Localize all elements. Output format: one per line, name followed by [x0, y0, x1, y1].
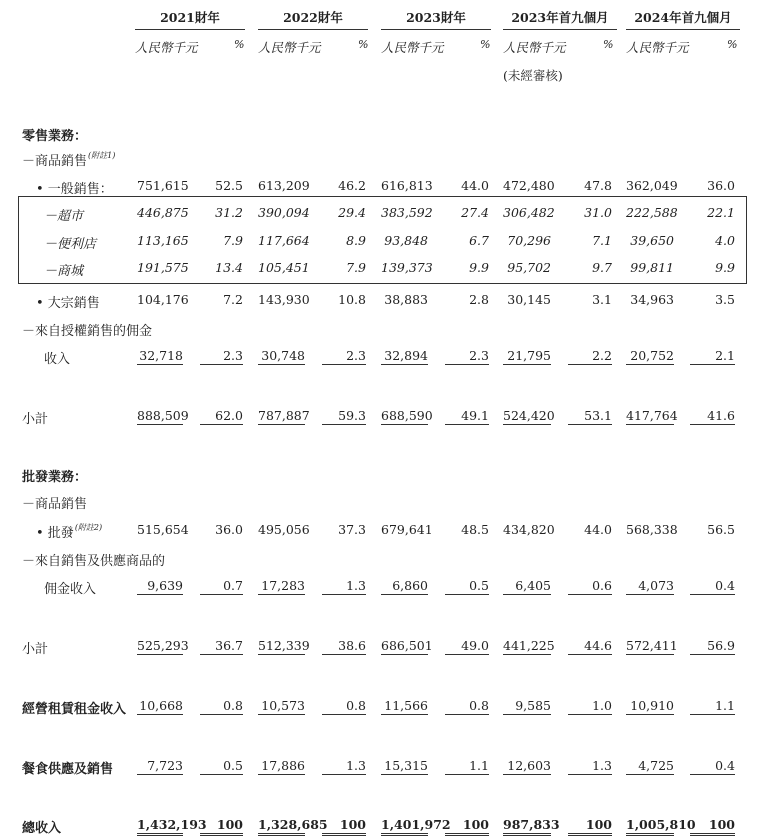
- amount-cell: 688,590: [381, 408, 433, 423]
- row-label: 經營租賃租金收入: [22, 702, 127, 717]
- percent-cell: 37.3: [338, 522, 366, 537]
- currency-label-2021: 人民幣千元: [135, 40, 198, 55]
- percent-cell: 27.4: [461, 205, 489, 220]
- percent-cell: 59.3: [322, 408, 366, 425]
- percent-cell: 2.2: [568, 348, 612, 365]
- period-header-2023: 2023財年: [406, 10, 466, 25]
- percent-cell: 48.5: [461, 522, 489, 537]
- amount-cell: 441,225: [503, 638, 555, 653]
- amount-cell: 95,702: [507, 260, 551, 275]
- percent-cell: 1.3: [322, 578, 366, 595]
- header-rule-2022: [258, 29, 368, 30]
- row-label: 總收入: [22, 821, 62, 836]
- table-row: [0, 408, 765, 426]
- table-row: [0, 205, 765, 223]
- amount-cell: 362,049: [626, 178, 678, 193]
- amount-cell: 446,875: [137, 205, 189, 220]
- amount-cell: 515,654: [137, 522, 189, 537]
- amount-cell: 987,833: [503, 817, 551, 836]
- table-row: [0, 638, 765, 656]
- amount-cell: 21,795: [503, 348, 551, 365]
- amount-cell: 32,894: [381, 348, 428, 365]
- percent-cell: 6.7: [469, 233, 489, 248]
- amount-cell: 39,650: [630, 233, 674, 248]
- period-header-2023-9m: 2023年首九個月: [511, 10, 609, 25]
- percent-cell: 100: [690, 817, 735, 836]
- row-label: • 一般銷售：: [36, 182, 113, 197]
- amount-cell: 105,451: [258, 260, 310, 275]
- amount-cell: 10,573: [258, 698, 305, 715]
- percent-cell: 0.7: [200, 578, 243, 595]
- amount-cell: 616,813: [381, 178, 433, 193]
- amount-cell: 12,603: [503, 758, 551, 775]
- row-label: 收入: [44, 352, 71, 367]
- amount-cell: 1,328,685: [258, 817, 305, 836]
- percent-cell: 56.9: [690, 638, 735, 655]
- amount-cell: 306,482: [503, 205, 555, 220]
- amount-cell: 15,315: [381, 758, 428, 775]
- row-label: 佣金收入: [44, 582, 97, 597]
- amount-cell: 434,820: [503, 522, 555, 537]
- wholesale-section-title: 批發業務：: [22, 470, 88, 485]
- currency-label-2024-9m: 人民幣千元: [626, 40, 689, 55]
- period-header-2024-9m: 2024年首九個月: [634, 10, 732, 25]
- amount-cell: 686,501: [381, 638, 433, 653]
- percent-cell: 36.7: [200, 638, 243, 655]
- header-rule-2021: [135, 29, 245, 30]
- amount-cell: 787,887: [258, 408, 310, 423]
- amount-cell: 104,176: [137, 292, 189, 307]
- percent-cell: 7.9: [223, 233, 243, 248]
- amount-cell: 30,145: [507, 292, 551, 307]
- percent-cell: 0.5: [200, 758, 243, 775]
- amount-cell: 139,373: [381, 260, 433, 275]
- amount-cell: 572,411: [626, 638, 678, 653]
- amount-cell: 17,886: [258, 758, 305, 775]
- amount-cell: 17,283: [258, 578, 305, 595]
- percent-cell: 36.0: [707, 178, 735, 193]
- percent-cell: 3.5: [715, 292, 735, 307]
- unaudited-label: (未經審核): [503, 68, 563, 83]
- percent-cell: 1.1: [445, 758, 489, 775]
- amount-cell: 6,405: [503, 578, 551, 595]
- amount-cell: 99,811: [630, 260, 674, 275]
- amount-cell: 143,930: [258, 292, 310, 307]
- percent-cell: 31.0: [584, 205, 612, 220]
- header-rule-2023-9m: [503, 29, 617, 30]
- table-row: [0, 817, 765, 835]
- percent-cell: 31.2: [215, 205, 243, 220]
- percent-cell: 10.8: [338, 292, 366, 307]
- row-label: －便利店: [44, 237, 97, 252]
- pct-label-2021: %: [234, 38, 245, 51]
- amount-cell: 4,073: [626, 578, 674, 595]
- row-label: • 批發$^{(附註2)}$: [36, 523, 103, 541]
- amount-cell: 117,664: [258, 233, 310, 248]
- amount-cell: 7,723: [137, 758, 183, 775]
- table-row: [0, 493, 765, 511]
- percent-cell: 1.3: [322, 758, 366, 775]
- percent-cell: 7.1: [592, 233, 612, 248]
- row-label: －商城: [44, 264, 84, 279]
- amount-cell: 525,293: [137, 638, 189, 653]
- amount-cell: 751,615: [137, 178, 189, 193]
- amount-cell: 30,748: [258, 348, 305, 365]
- percent-cell: 0.5: [445, 578, 489, 595]
- pct-label-2023-9m: %: [603, 38, 614, 51]
- row-label: 餐食供應及銷售: [22, 762, 114, 777]
- percent-cell: 2.1: [690, 348, 735, 365]
- percent-cell: 29.4: [338, 205, 366, 220]
- header-rule-2023: [381, 29, 491, 30]
- table-row: [0, 348, 765, 366]
- amount-cell: 10,910: [626, 698, 674, 715]
- row-label: 小計: [22, 642, 49, 657]
- table-row: [0, 550, 765, 568]
- amount-cell: 191,575: [137, 260, 189, 275]
- table-row: [0, 698, 765, 716]
- percent-cell: 13.4: [215, 260, 243, 275]
- percent-cell: 1.3: [568, 758, 612, 775]
- period-header-2022: 2022財年: [283, 10, 343, 25]
- amount-cell: 34,963: [630, 292, 674, 307]
- retail-section-title: 零售業務：: [22, 129, 88, 144]
- amount-cell: 495,056: [258, 522, 310, 537]
- amount-cell: 6,860: [381, 578, 428, 595]
- percent-cell: 2.3: [445, 348, 489, 365]
- table-row: [0, 292, 765, 310]
- percent-cell: 38.6: [322, 638, 366, 655]
- percent-cell: 2.3: [200, 348, 243, 365]
- amount-cell: 113,165: [137, 233, 189, 248]
- pct-label-2024-9m: %: [727, 38, 738, 51]
- pct-label-2022: %: [358, 38, 369, 51]
- row-label: 小計: [22, 412, 49, 427]
- percent-cell: 1.0: [568, 698, 612, 715]
- amount-cell: 888,509: [137, 408, 189, 423]
- pct-label-2023: %: [480, 38, 491, 51]
- currency-label-2023: 人民幣千元: [381, 40, 444, 55]
- amount-cell: 9,639: [137, 578, 183, 595]
- amount-cell: 568,338: [626, 522, 678, 537]
- percent-cell: 100: [322, 817, 366, 836]
- percent-cell: 22.1: [707, 205, 735, 220]
- table-row: [0, 578, 765, 596]
- row-label: －超市: [44, 209, 84, 224]
- percent-cell: 7.2: [223, 292, 243, 307]
- table-row: [0, 260, 765, 278]
- percent-cell: 36.0: [215, 522, 243, 537]
- percent-cell: 47.8: [584, 178, 612, 193]
- amount-cell: 10,668: [137, 698, 183, 715]
- currency-label-2022: 人民幣千元: [258, 40, 321, 55]
- amount-cell: 417,764: [626, 408, 678, 423]
- percent-cell: 9.9: [469, 260, 489, 275]
- percent-cell: 2.3: [322, 348, 366, 365]
- percent-cell: 2.8: [469, 292, 489, 307]
- percent-cell: 0.8: [200, 698, 243, 715]
- table-row: [0, 233, 765, 251]
- table-row: [0, 320, 765, 338]
- percent-cell: 52.5: [215, 178, 243, 193]
- percent-cell: 53.1: [568, 408, 612, 425]
- amount-cell: 613,209: [258, 178, 310, 193]
- amount-cell: 390,094: [258, 205, 310, 220]
- currency-label-2023-9m: 人民幣千元: [503, 40, 566, 55]
- row-label: －商品銷售: [22, 497, 88, 512]
- percent-cell: 0.8: [445, 698, 489, 715]
- percent-cell: 44.0: [584, 522, 612, 537]
- percent-cell: 9.7: [592, 260, 612, 275]
- amount-cell: 524,420: [503, 408, 555, 423]
- percent-cell: 8.9: [346, 233, 366, 248]
- percent-cell: 7.9: [346, 260, 366, 275]
- percent-cell: 0.8: [322, 698, 366, 715]
- percent-cell: 4.0: [715, 233, 735, 248]
- amount-cell: 93,848: [384, 233, 428, 248]
- row-label: －來自授權銷售的佣金: [22, 324, 153, 339]
- table-row: [0, 758, 765, 776]
- amount-cell: 1,401,972: [381, 817, 428, 836]
- table-row: [0, 150, 765, 168]
- percent-cell: 100: [445, 817, 489, 836]
- row-label: －商品銷售$^{(附註1)}$: [22, 151, 116, 169]
- percent-cell: 49.0: [445, 638, 489, 655]
- percent-cell: 0.6: [568, 578, 612, 595]
- amount-cell: 9,585: [503, 698, 551, 715]
- amount-cell: 4,725: [626, 758, 674, 775]
- amount-cell: 222,588: [626, 205, 678, 220]
- row-label: －來自銷售及供應商品的: [22, 554, 166, 569]
- percent-cell: 3.1: [592, 292, 612, 307]
- percent-cell: 46.2: [338, 178, 366, 193]
- amount-cell: 383,592: [381, 205, 433, 220]
- amount-cell: 1,432,193: [137, 817, 183, 836]
- percent-cell: 0.4: [690, 758, 735, 775]
- percent-cell: 9.9: [715, 260, 735, 275]
- percent-cell: 44.6: [568, 638, 612, 655]
- table-row: [0, 522, 765, 540]
- percent-cell: 100: [200, 817, 243, 836]
- amount-cell: 512,339: [258, 638, 310, 653]
- percent-cell: 56.5: [707, 522, 735, 537]
- percent-cell: 100: [568, 817, 612, 836]
- percent-cell: 49.1: [445, 408, 489, 425]
- amount-cell: 11,566: [381, 698, 428, 715]
- period-header-2021: 2021財年: [160, 10, 220, 25]
- percent-cell: 44.0: [461, 178, 489, 193]
- row-label: • 大宗銷售: [36, 296, 100, 311]
- percent-cell: 0.4: [690, 578, 735, 595]
- amount-cell: 1,005,810: [626, 817, 674, 836]
- amount-cell: 679,641: [381, 522, 433, 537]
- amount-cell: 38,883: [384, 292, 428, 307]
- amount-cell: 32,718: [137, 348, 183, 365]
- percent-cell: 1.1: [690, 698, 735, 715]
- amount-cell: 472,480: [503, 178, 555, 193]
- header-rule-2024-9m: [626, 29, 740, 30]
- percent-cell: 41.6: [690, 408, 735, 425]
- amount-cell: 70,296: [507, 233, 551, 248]
- amount-cell: 20,752: [626, 348, 674, 365]
- table-row: [0, 178, 765, 196]
- percent-cell: 62.0: [200, 408, 243, 425]
